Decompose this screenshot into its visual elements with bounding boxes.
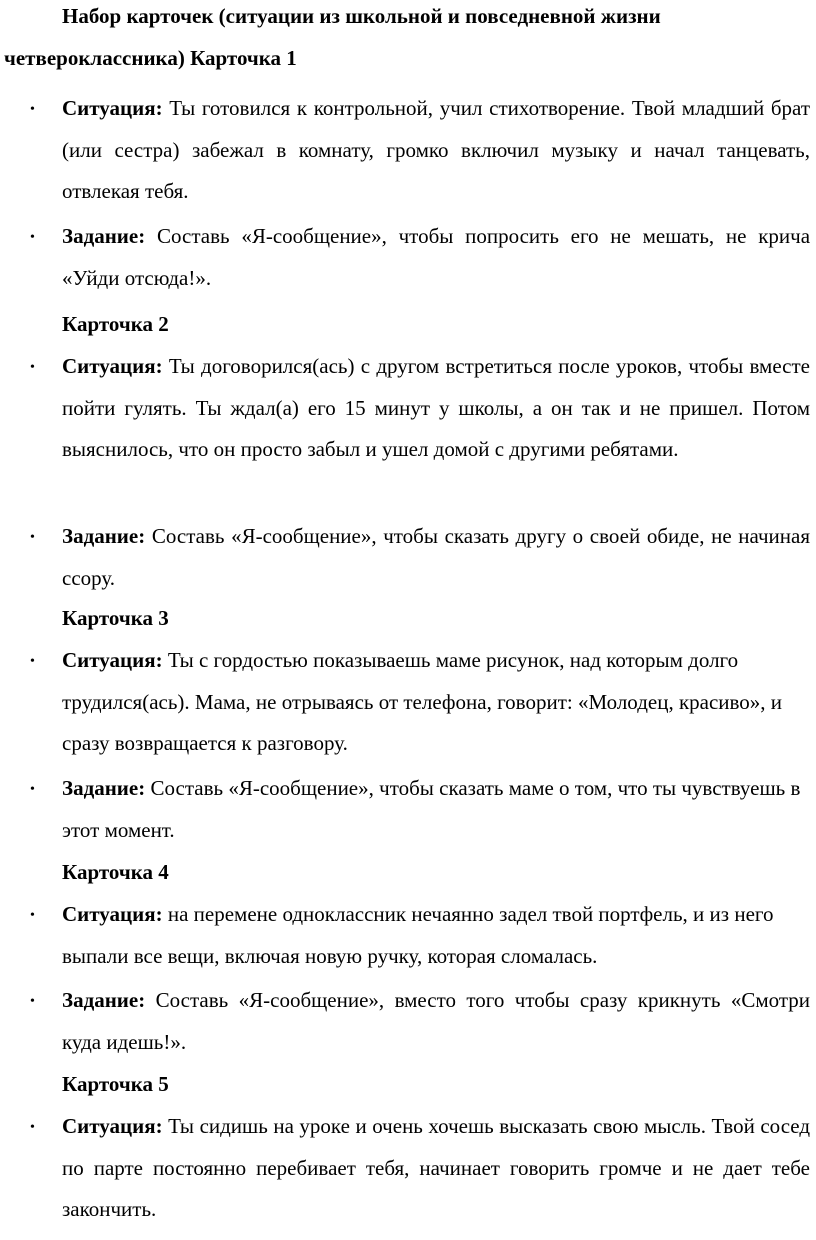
situation-text: Ты сидишь на уроке и очень хочешь высказать свою мысль. Твой сосед по парте постоянно перебивает тебя, начинает говорить громче и не дает тебе закончить. [62,1114,810,1221]
bullet-icon: • [30,994,35,1009]
situation-label: Ситуация: [62,648,163,672]
task-label: Задание: [62,524,146,548]
bullet-icon: • [30,102,35,117]
card-2-task [62,516,810,599]
card-3-heading: Карточка 3 [62,606,169,630]
card-2-heading: Карточка 2 [62,312,169,336]
task-label: Задание: [62,776,146,800]
bullet-icon: • [30,1120,35,1135]
bullet-icon: • [30,782,35,797]
card-1-task [62,216,810,299]
card-5-situation [62,1106,810,1231]
task-label: Задание: [62,224,146,248]
bullet-icon: • [30,530,35,545]
document-title-line-2: четвероклассника) Карточка 1 [4,46,297,70]
card-4-situation [62,894,810,977]
situation-text: Ты договорился(ась) с другом встретиться после уроков, чтобы вместе пойти гулять. Ты ждал(а) его 15 минут у школы, а он так и не пришел. Потом выяснилось, что он просто забыл и ушел домой с другими ребятами. [62,354,810,461]
task-text: Составь «Я-сообщение», чтобы сказать маме о том, что ты чувствуешь в этот момент. [62,776,801,842]
document-title-line-1: Набор карточек (ситуации из школьной и повседневной жизни [62,4,661,28]
bullet-icon: • [30,654,35,669]
situation-label: Ситуация: [62,96,163,120]
card-3-task [62,768,802,851]
card-1-situation [62,88,810,213]
situation-text: Ты готовился к контрольной, учил стихотворение. Твой младший брат (или сестра) забежал в комнату, громко включил музыку и начал танцевать, отвлекая тебя. [62,96,811,203]
situation-text: Ты с гордостью показываешь маме рисунок, над которым долго трудился(ась). Мама, не отрываясь от телефона, говорит: «Молодец, красиво», и сразу возвращается к разговору. [62,648,783,755]
situation-label: Ситуация: [62,1114,163,1138]
bullet-icon: • [30,360,35,375]
card-3-situation [62,640,802,765]
situation-label: Ситуация: [62,902,163,926]
task-text: Составь «Я-сообщение», вместо того чтобы сразу крикнуть «Смотри куда идешь!». [62,988,811,1054]
bullet-icon: • [30,230,35,245]
card-4-task [62,980,810,1063]
situation-text: на перемене одноклассник нечаянно задел твой портфель, и из него выпали все вещи, включая новую ручку, которая сломалась. [62,902,774,968]
card-5-heading: Карточка 5 [62,1072,169,1096]
situation-label: Ситуация: [62,354,163,378]
card-2-situation [62,346,810,471]
bullet-icon: • [30,908,35,923]
task-text: Составь «Я-сообщение», чтобы сказать другу о своей обиде, не начиная ссору. [62,524,811,590]
task-text: Составь «Я-сообщение», чтобы попросить его не мешать, не крича «Уйди отсюда!». [62,224,811,290]
task-label: Задание: [62,988,146,1012]
card-4-heading: Карточка 4 [62,860,169,884]
